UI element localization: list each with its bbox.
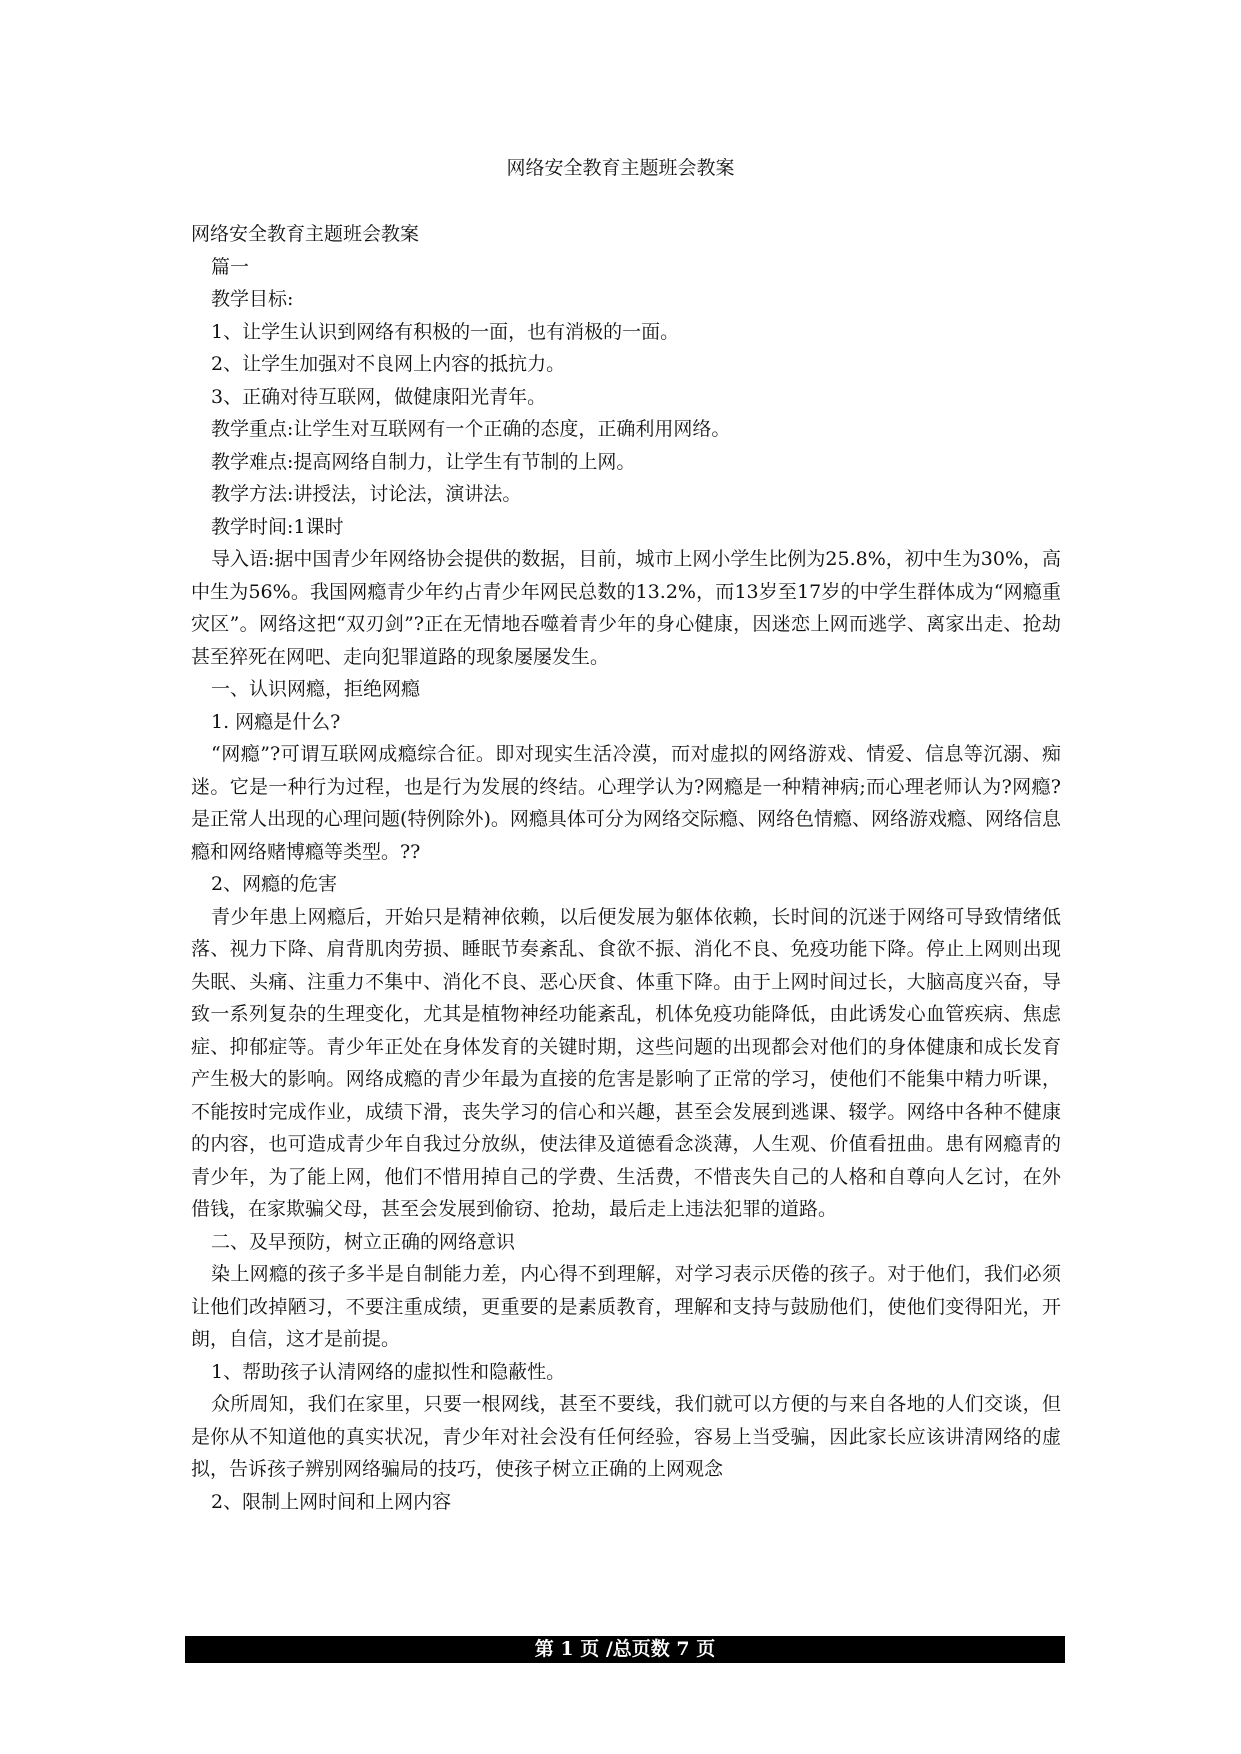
paragraph: “网瘾”?可谓互联网成瘾综合征。即对现实生活冷漠，而对虚拟的网络游戏、情爱、信息等沉溺、痴迷。它是一种行为过程，也是行为发展的终结。心理学认为?网瘾是一种精神病;而心理老师认为?网瘾?是正常人出现的心理问题(特例除外)。网瘾具体可分为网络交际瘾、网络色情瘾、网络游戏瘾、网络信息瘾和网络赌博瘾等类型。?? (191, 743, 1061, 863)
subsection-heading: 1. 网瘾是什么? (211, 710, 341, 733)
paragraph: 教学方法:讲授法，讨论法，演讲法。 (211, 483, 522, 505)
paragraph: 众所周知，我们在家里，只要一根网线，甚至不要线，我们就可以方便的与来自各地的人们交谈，但是你从不知道他的真实状况，青少年对社会没有任何经验，容易上当受骗，因此家长应该讲清网络的虚拟，告诉孩子辨别网络骗局的技巧，使孩子树立正确的上网观念 (191, 1393, 1061, 1480)
page-footer: 第 1 页 /总页数 7 页 (185, 1636, 1065, 1663)
subsection-heading: 2、限制上网时间和上网内容 (211, 1490, 452, 1513)
paragraph: 2、让学生加强对不良网上内容的抵抗力。 (211, 353, 566, 375)
paragraph: 导入语:据中国青少年网络协会提供的数据，目前，城市上网小学生比例为25.8%，初中生为30%，高中生为56%。我国网瘾青少年约占青少年网民总数的13.2%，而13岁至17岁的中学生群体成为“网瘾重灾区”。网络这把“双刃剑”?正在无情地吞噬着青少年的身心健康，因迷恋上网而逃学、离家出走、抢劫甚至猝死在网吧、走向犯罪道路的现象屡屡发生。 (191, 548, 1061, 668)
paragraph: 1、让学生认识到网络有积极的一面，也有消极的一面。 (211, 320, 680, 343)
paragraph: 教学时间:1课时 (211, 515, 344, 538)
paragraph: 篇一 (211, 255, 250, 278)
paragraph: 教学难点:提高网络自制力，让学生有节制的上网。 (211, 450, 636, 473)
document-title: 网络安全教育主题班会教案 (506, 157, 735, 179)
section-heading: 一、认识网瘾，拒绝网瘾 (211, 678, 421, 700)
subsection-heading: 2、网瘾的危害 (211, 873, 338, 895)
paragraph: 教学目标: (211, 288, 294, 310)
section-heading: 二、及早预防，树立正确的网络意识 (211, 1230, 516, 1253)
paragraph: 网络安全教育主题班会教案 (191, 223, 420, 245)
paragraph: 青少年患上网瘾后，开始只是精神依赖，以后便发展为躯体依赖，长时间的沉迷于网络可导致情绪低落、视力下降、肩背肌肉劳损、睡眠节奏紊乱、食欲不振、消化不良、免疫功能下降。停止上网则出现失眠、头痛、注重力不集中、消化不良、恶心厌食、体重下降。由于上网时间过长，大脑高度兴奋，导致一系列复杂的生理变化，尤其是植物神经功能紊乱，机体免疫功能降低，由此诱发心血管疾病、焦虑症、抑郁症等。青少年正处在身体发育的关键时期，这些问题的出现都会对他们的身体健康和成长发育产生极大的影响。网络成瘾的青少年最为直接的危害是影响了正常的学习，使他们不能集中精力听课，不能按时完成作业，成绩下滑，丧失学习的信心和兴趣，甚至会发展到逃课、辍学。网络中各种不健康的内容，也可造成青少年自我过分放纵，使法律及道德看念淡薄，人生观、价值看扭曲。患有网瘾青的青少年，为了能上网，他们不惜用掉自己的学费、生活费，不惜丧失自己的人格和自尊向人乞讨，在外借钱，在家欺骗父母，甚至会发展到偷窃、抢劫，最后走上违法犯罪的道路。 (191, 905, 1061, 1220)
document-body (191, 218, 1061, 1518)
paragraph: 染上网瘾的孩子多半是自制能力差，内心得不到理解，对学习表示厌倦的孩子。对于他们，我们必须让他们改掉陋习，不要注重成绩，更重要的是素质教育，理解和支持与鼓励他们，使他们变得阳光，开朗，自信，这才是前提。 (191, 1263, 1061, 1350)
subsection-heading: 1、帮助孩子认清网络的虚拟性和隐蔽性。 (211, 1360, 566, 1383)
paragraph: 3、正确对待互联网，做健康阳光青年。 (211, 385, 547, 408)
paragraph: 教学重点:让学生对互联网有一个正确的态度，正确利用网络。 (211, 418, 731, 440)
